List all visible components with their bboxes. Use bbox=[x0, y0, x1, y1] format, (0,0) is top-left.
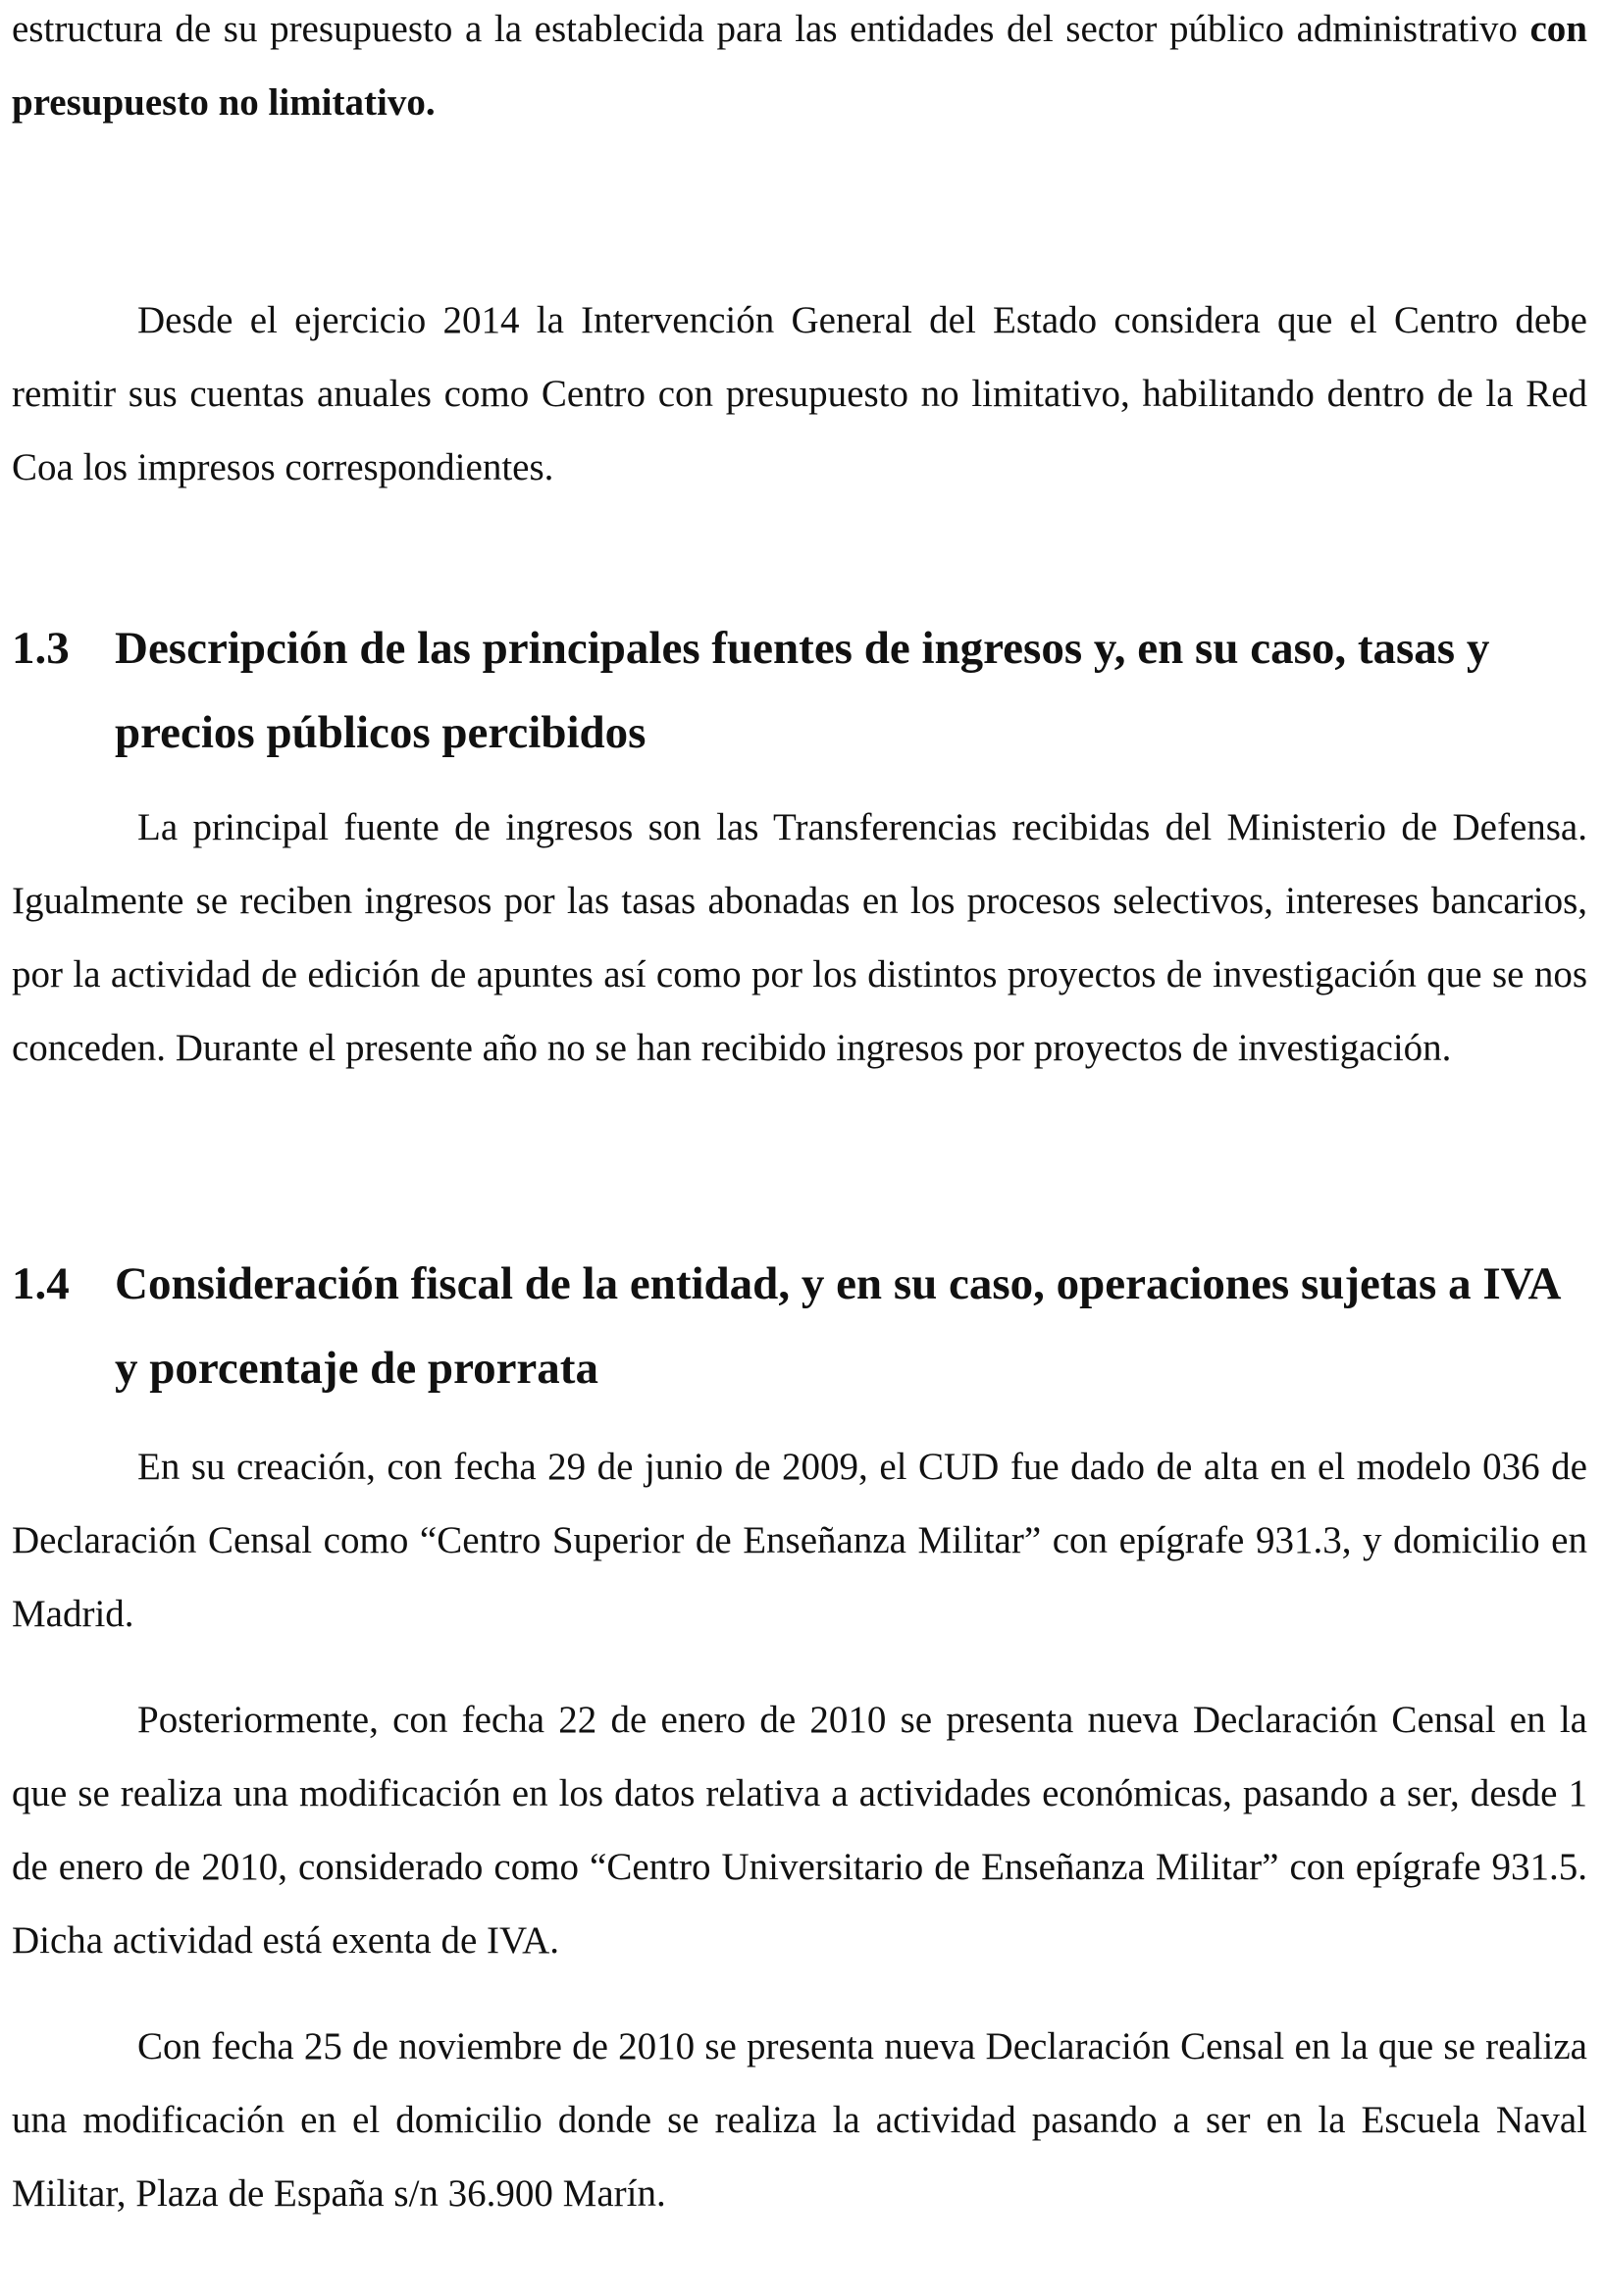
section-number: 1.3 bbox=[12, 623, 70, 674]
paragraph-text: La principal fuente de ingresos son las Transferencias recibidas del Ministerio de Defensa. Igualmente se reciben ingresos por las tasas abonadas en los procesos selectivos, intereses bancarios, por la actividad de edición de apuntes así como por los distintos proyectos de investigación que se nos conceden. Durante el presente año no se han recibido ingresos por proyectos de investigación. bbox=[12, 806, 1587, 1069]
paragraph-budget-structure bbox=[12, 0, 1587, 139]
paragraph-income-sources bbox=[12, 791, 1587, 1085]
paragraph-text: Posteriormente, con fecha 22 de enero de 2010 se presenta nueva Declaración Censal en la que se realiza una modificación en los datos relativa a actividades económicas, pasando a ser, desde 1 de enero de 2010, considerado como “Centro Universitario de Enseñanza Militar” con epígrafe 931.5. Dicha actividad está exenta de IVA. bbox=[12, 1699, 1587, 1962]
paragraph-text: Desde el ejercicio 2014 la Intervención General del Estado considera que el Centro debe remitir sus cuentas anuales como Centro con presupuesto no limitativo, habilitando dentro de la Red Coa los impresos correspondientes. bbox=[12, 299, 1587, 488]
section-heading-1-4 bbox=[12, 1242, 1587, 1410]
paragraph-creation-2009 bbox=[12, 1430, 1587, 1651]
paragraph-text: Con fecha 25 de noviembre de 2010 se presenta nueva Declaración Censal en la que se realiza una modificación en el domicilio donde se realiza la actividad pasando a ser en la Escuela Naval Militar, Plaza de España s/n 36.900 Marín. bbox=[12, 2025, 1587, 2215]
paragraph-text: estructura de su presupuesto a la establecida para las entidades del sector público administrativo bbox=[12, 8, 1530, 50]
section-title: Descripción de las principales fuentes de ingresos y, en su caso, tasas y precios públicos percibidos bbox=[115, 623, 1490, 758]
bold-phrase: con presupuesto no limitativo. bbox=[12, 8, 1587, 124]
document-page bbox=[12, 0, 1587, 2230]
paragraph-intervention-2014 bbox=[12, 283, 1587, 504]
section-title: Consideración fiscal de la entidad, y en su caso, operaciones sujetas a IVA y porcentaje de prorrata bbox=[115, 1258, 1559, 1394]
section-heading-1-3 bbox=[12, 606, 1587, 775]
paragraph-declaration-jan-2010 bbox=[12, 1683, 1587, 1977]
paragraph-text: En su creación, con fecha 29 de junio de 2009, el CUD fue dado de alta en el modelo 036 de Declaración Censal como “Centro Superior de Enseñanza Militar” con epígrafe 931.3, y domicilio en Madrid. bbox=[12, 1446, 1587, 1635]
section-number: 1.4 bbox=[12, 1258, 70, 1309]
paragraph-declaration-nov-2010 bbox=[12, 2010, 1587, 2230]
